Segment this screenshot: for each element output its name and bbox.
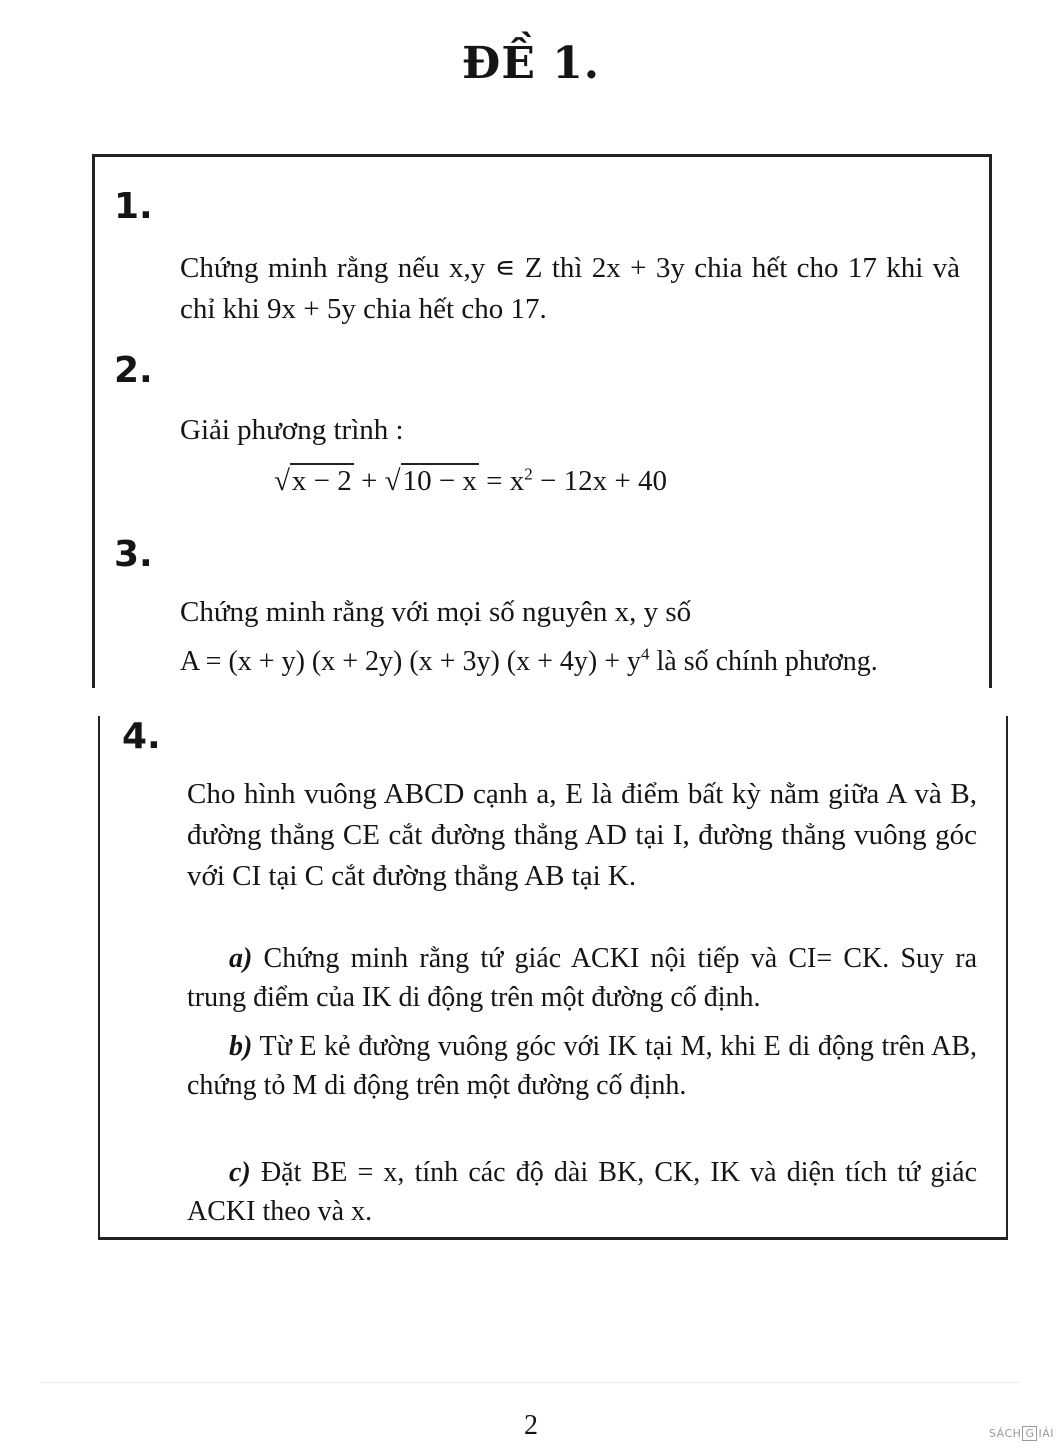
problem-1-number: 1. — [114, 186, 153, 227]
radicand-1: x − 2 — [291, 465, 352, 497]
page-title: ĐỀ 1. — [461, 38, 601, 89]
part-c-text: Đặt BE = x, tính các độ dài BK, CK, IK và diện tích tứ giác ACKI theo và x. — [187, 1157, 977, 1227]
rhs-x: = x — [486, 465, 525, 497]
part-a-text: Chứng minh rằng tứ giác ACKI nội tiếp và CI= CK. Suy ra trung điểm của IK di động trên một đường cố định. — [187, 943, 977, 1013]
equation-2 — [274, 465, 667, 498]
footer-divider — [40, 1382, 1020, 1383]
problem-2-text: Giải phương trình : — [180, 414, 404, 446]
radicand-2: 10 − x — [402, 465, 477, 497]
sqrt-term-2: √10 − x — [384, 465, 477, 497]
sqrt-term-1: √x − 2 — [274, 465, 352, 497]
watermark-letter: G — [1022, 1426, 1037, 1441]
problem-4-part-a — [187, 939, 977, 1017]
problem-2-number: 2. — [114, 350, 153, 391]
exponent-4: 4 — [641, 644, 650, 664]
rhs-rest: − 12x + 40 — [540, 465, 667, 497]
expression-tail: là số chính phương. — [649, 646, 878, 677]
part-c-label: c) — [229, 1157, 251, 1188]
problem-4-text: Cho hình vuông ABCD cạnh a, E là điểm bất kỳ nằm giữa A và B, đường thẳng CE cắt đường thẳng AD tại I, đường thẳng vuông góc với CI tại C cắt đường thẳng AB tại K. — [187, 778, 977, 892]
part-b-text: Từ E kẻ đường vuông góc với IK tại M, khi E di động trên AB, chứng tỏ M di động trên một đường cố định. — [187, 1031, 978, 1101]
watermark-text-b: IẢI — [1038, 1427, 1054, 1440]
exponent-2: 2 — [524, 464, 533, 484]
problem-4-part-b — [187, 1027, 977, 1105]
part-a-label: a) — [229, 943, 253, 974]
watermark-logo — [989, 1426, 1054, 1441]
problem-3-text: Chứng minh rằng với mọi số nguyên x, y số — [180, 596, 692, 628]
expression-main: A = (x + y) (x + 2y) (x + 3y) (x + 4y) + y — [180, 646, 642, 677]
watermark-text-a: SÁCH — [988, 1427, 1022, 1440]
page-number: 2 — [524, 1410, 538, 1441]
problem-3-number: 3. — [114, 534, 153, 575]
expression-3 — [180, 646, 878, 678]
problem-1-text: Chứng minh rằng nếu x,y ∊ Z thì 2x + 3y chia hết cho 17 khi và chỉ khi 9x + 5y chia hết cho 17. — [180, 252, 960, 325]
problem-4-part-c — [187, 1153, 977, 1231]
plus-sign: + — [361, 465, 378, 497]
part-b-label: b) — [229, 1031, 253, 1062]
problem-4-number: 4. — [122, 716, 161, 757]
